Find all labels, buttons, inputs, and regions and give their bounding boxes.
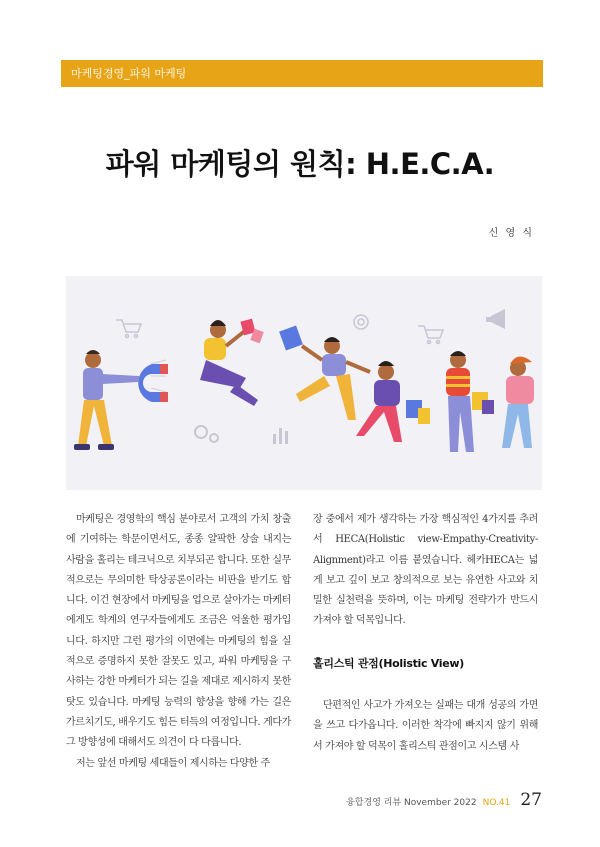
bar-chart-icon	[273, 428, 288, 444]
hero-illustration	[66, 276, 542, 490]
section-heading: 홀리스틱 관점(Holistic View)	[313, 656, 464, 670]
magnet-icon	[138, 364, 168, 402]
body-paragraph: 마케팅은 경영학의 핵심 분야로서 고객의 가치 창출에 기여하는 학문이면서도, 종종 얄팍한 상술 내지는 사람을 홀리는 테크닉으로 치부되곤 합니다. 또한 실무적으로는 무의미한 탁상공론이라는 비판을 받기도 합니다. 이건 현장에서 마케팅을 업으로 살아가는 마케터에게도 학계의 연구자들에게도 조금은 억울한 평가입니다. 하지만 그런 평가의 이면에는 마케팅의 힘을 실적으로 증명하지 못한 잘못도 있고, 파워 마케팅을 구사하는 강한 마케터가 되는 길을 제대로 제시하지 못한 탓도 있습니다. 마케팅 능력의 향상을 향해 가는 길은 가르치기도, 배우기도 힘든 터득의 여정입니다. 게다가 그 방향성에 대해서도 의견이 다 다릅니다.	[66, 514, 291, 749]
person-flying	[200, 319, 264, 406]
page-footer	[346, 790, 542, 810]
person-running-3	[446, 351, 494, 452]
target-icon	[354, 315, 368, 329]
magazine-name: 융합경영 리뷰 November 2022	[346, 798, 477, 808]
person-holding-magnet	[74, 350, 139, 450]
gears-icon	[195, 426, 218, 442]
issue-number: NO.41	[482, 798, 511, 808]
body-paragraph: 저는 앞선 마케팅 세대들이 제시하는 다양한 주	[76, 757, 270, 769]
person-running-1	[279, 326, 370, 420]
article-title: 파워 마케팅의 원칙: H.E.C.A.	[105, 147, 495, 181]
megaphone-icon	[486, 309, 505, 329]
body-paragraph: 단편적인 사고가 가져오는 실패는 대개 성공의 가면을 쓰고 다가옵니다. 이러한 착각에 빠지지 않기 위해서 가져야 할 덕목이 홀리스틱 관점이고 시스템 사	[313, 700, 538, 752]
section-label: 마케팅경영_파워 마케팅	[61, 60, 543, 87]
body-paragraph: 장 중에서 제가 생각하는 가장 핵심적인 4가지를 추려서 HECA(Holistic view-Empathy-Creativity-Alignment)라고 이름 붙였습니다. 헤카HECA는 넓게 보고 깊이 보고 창의적으로 보는 유연한 사고와 치밀한 실천력을 뜻하며, 이는 마케팅 전략가가 반드시 가져야 할 덕목입니다.	[313, 514, 538, 627]
body-column-left	[66, 510, 291, 774]
body-column-right	[313, 510, 538, 757]
author-name: 신 영 식	[488, 228, 534, 239]
person-running-2	[356, 361, 430, 442]
page-number: 27	[520, 790, 542, 810]
person-running-4	[502, 356, 534, 448]
